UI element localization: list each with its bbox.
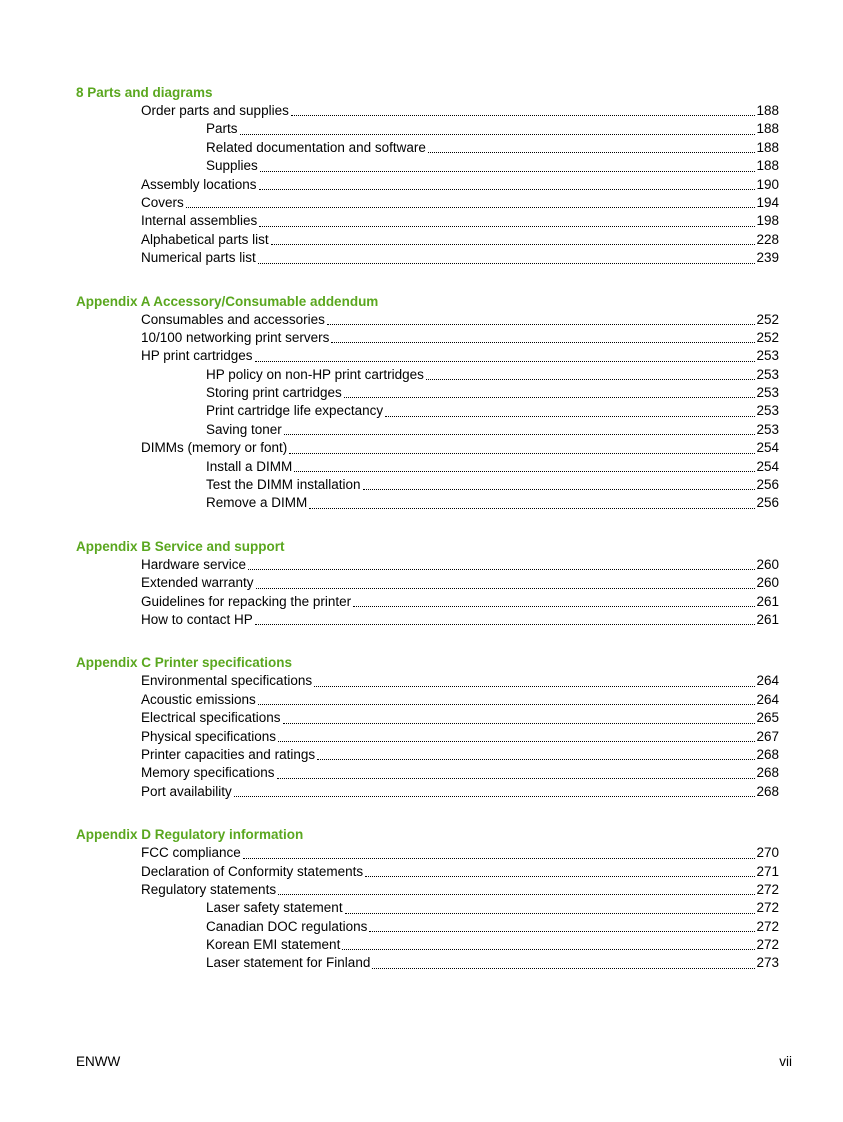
dot-leader: [258, 686, 756, 705]
toc-entry-page: 261: [756, 593, 779, 609]
toc-entry-title: Acoustic emissions: [141, 691, 256, 707]
toc-entry-title: Test the DIMM installation: [206, 477, 361, 493]
toc-entry-title: Regulatory statements: [141, 881, 277, 897]
toc-entry-page: 260: [756, 575, 779, 591]
dot-leader: [309, 490, 755, 509]
toc-entry-title: Storing print cartridges: [206, 385, 342, 401]
dot-leader: [259, 208, 755, 227]
toc-entry-page: 264: [756, 673, 779, 689]
toc-section: [0, 538, 843, 630]
toc-entry-page: 198: [756, 213, 779, 229]
dot-leader: [186, 189, 756, 208]
section-heading[interactable]: Appendix A Accessory/Consumable addendum: [76, 293, 379, 309]
toc-entry-page: 194: [756, 194, 779, 210]
toc-entry-title: Memory specifications: [141, 765, 275, 781]
toc-entry-page: 253: [756, 403, 779, 419]
toc-entry-page: 264: [756, 691, 779, 707]
toc-entry-title: Port availability: [141, 783, 232, 799]
dot-leader: [331, 324, 755, 343]
toc-entry[interactable]: [141, 783, 779, 801]
dot-leader: [259, 171, 756, 190]
dot-leader: [345, 895, 756, 914]
toc-entry-page: 188: [756, 139, 779, 155]
toc-entry-page: 253: [756, 385, 779, 401]
toc-entry-title: DIMMs (memory or font): [141, 440, 288, 456]
toc-entry-title: Korean EMI statement: [206, 937, 341, 953]
toc-entry-page: 270: [756, 845, 779, 861]
page-number: vii: [779, 1054, 792, 1069]
dot-leader: [248, 551, 755, 570]
footer-label: ENWW: [76, 1054, 121, 1069]
toc-entry-page: 188: [756, 158, 779, 174]
toc-entry-page: 268: [756, 765, 779, 781]
toc-section: [0, 654, 843, 801]
dot-leader: [342, 931, 755, 950]
dot-leader: [258, 245, 756, 264]
dot-leader: [278, 723, 755, 742]
dot-leader: [353, 588, 755, 607]
dot-leader: [363, 471, 756, 490]
section-heading[interactable]: 8 Parts and diagrams: [76, 85, 213, 100]
dot-leader: [314, 668, 755, 687]
toc-entry[interactable]: [206, 494, 779, 512]
dot-leader: [271, 226, 756, 245]
toc-entry-page: 272: [756, 900, 779, 916]
toc-entry-title: Print cartridge life expectancy: [206, 403, 384, 419]
toc-entry-title: Consumables and accessories: [141, 311, 325, 327]
toc-entry-title: Numerical parts list: [141, 250, 256, 266]
section-heading[interactable]: Appendix C Printer specifications: [76, 655, 293, 671]
toc-entry-title: Hardware service: [141, 556, 247, 572]
dot-leader: [327, 306, 756, 325]
toc-entry-title: Laser safety statement: [206, 900, 343, 916]
toc-entry-title: Printer capacities and ratings: [141, 746, 316, 762]
toc-entry-page: 260: [756, 556, 779, 572]
toc-entry-page: 228: [756, 231, 779, 247]
toc-entry-page: 273: [756, 955, 779, 971]
toc-entry-title: Environmental specifications: [141, 673, 313, 689]
toc-entry-page: 253: [756, 421, 779, 437]
toc-entry-title: Guidelines for repacking the printer: [141, 593, 352, 609]
dot-leader: [284, 416, 756, 435]
toc-entry[interactable]: [141, 249, 779, 267]
dot-leader: [291, 97, 756, 116]
toc-entry-title: Remove a DIMM: [206, 495, 308, 511]
toc-entry-title: HP print cartridges: [141, 348, 253, 364]
toc-entry-title: Order parts and supplies: [141, 103, 289, 118]
toc-entry-page: 261: [756, 611, 779, 627]
toc-entry-page: 188: [756, 103, 779, 118]
toc-entry-page: 252: [756, 311, 779, 327]
dot-leader: [255, 606, 756, 625]
dot-leader: [369, 913, 755, 932]
dot-leader: [278, 876, 755, 895]
toc-entry-page: 272: [756, 918, 779, 934]
toc-entry-title: Supplies: [206, 158, 258, 174]
toc-section: [0, 0, 843, 268]
dot-leader: [255, 343, 756, 362]
dot-leader: [260, 153, 756, 172]
toc-entry-page: 268: [756, 783, 779, 799]
dot-leader: [289, 435, 755, 454]
section-heading[interactable]: Appendix D Regulatory information: [76, 827, 304, 843]
dot-leader: [385, 398, 755, 417]
toc-entry-title: Extended warranty: [141, 575, 254, 591]
toc-entry-page: 253: [756, 348, 779, 364]
toc-entry-title: Related documentation and software: [206, 139, 426, 155]
toc-entry-page: 190: [756, 176, 779, 192]
toc-entry-page: 265: [756, 710, 779, 726]
dot-leader: [428, 134, 756, 153]
toc-entry-title: How to contact HP: [141, 611, 253, 627]
dot-leader: [344, 379, 756, 398]
dot-leader: [294, 453, 755, 472]
toc-entry-title: Laser statement for Finland: [206, 955, 371, 971]
dot-leader: [277, 760, 756, 779]
toc-entry[interactable]: [141, 611, 779, 629]
dot-leader: [234, 778, 756, 797]
dot-leader: [283, 705, 756, 724]
toc-entry-title: Physical specifications: [141, 728, 277, 744]
dot-leader: [256, 570, 756, 589]
toc-entry-page: 256: [756, 495, 779, 511]
toc-section: [0, 293, 843, 513]
toc-entry-page: 272: [756, 937, 779, 953]
toc-entry-page: 272: [756, 881, 779, 897]
toc-entry-title: Parts: [206, 121, 238, 137]
toc-entry-title: HP policy on non-HP print cartridges: [206, 366, 424, 382]
toc-entry-title: Alphabetical parts list: [141, 231, 269, 247]
dot-leader: [372, 950, 755, 969]
toc-entry-title: 10/100 networking print servers: [141, 329, 330, 345]
dot-leader: [365, 858, 755, 877]
toc-entry-page: 239: [756, 250, 779, 266]
toc-entry-page: 268: [756, 746, 779, 762]
dot-leader: [426, 361, 756, 380]
toc-entry-title: FCC compliance: [141, 845, 241, 861]
toc-entry-page: 253: [756, 366, 779, 382]
toc-entry-page: 188: [756, 121, 779, 137]
toc-entry-title: Declaration of Conformity statements: [141, 863, 364, 879]
toc-entry-title: Install a DIMM: [206, 458, 293, 474]
toc-entry[interactable]: [206, 954, 779, 972]
toc-entry-page: 254: [756, 458, 779, 474]
section-heading[interactable]: Appendix B Service and support: [76, 538, 285, 554]
toc-entry-title: Canadian DOC regulations: [206, 918, 368, 934]
dot-leader: [240, 116, 756, 135]
toc-entry-title: Electrical specifications: [141, 710, 281, 726]
toc-section: [0, 826, 843, 973]
dot-leader: [243, 840, 756, 859]
toc-entry-page: 271: [756, 863, 779, 879]
toc-entry-title: Covers: [141, 194, 184, 210]
toc-entry-page: 254: [756, 440, 779, 456]
toc-entry-page: 256: [756, 477, 779, 493]
dot-leader: [317, 741, 755, 760]
toc-entry-page: 252: [756, 329, 779, 345]
toc-entry-title: Assembly locations: [141, 176, 257, 192]
toc-entry-page: 267: [756, 728, 779, 744]
toc-entry-title: Saving toner: [206, 421, 282, 437]
toc-entry-title: Internal assemblies: [141, 213, 258, 229]
